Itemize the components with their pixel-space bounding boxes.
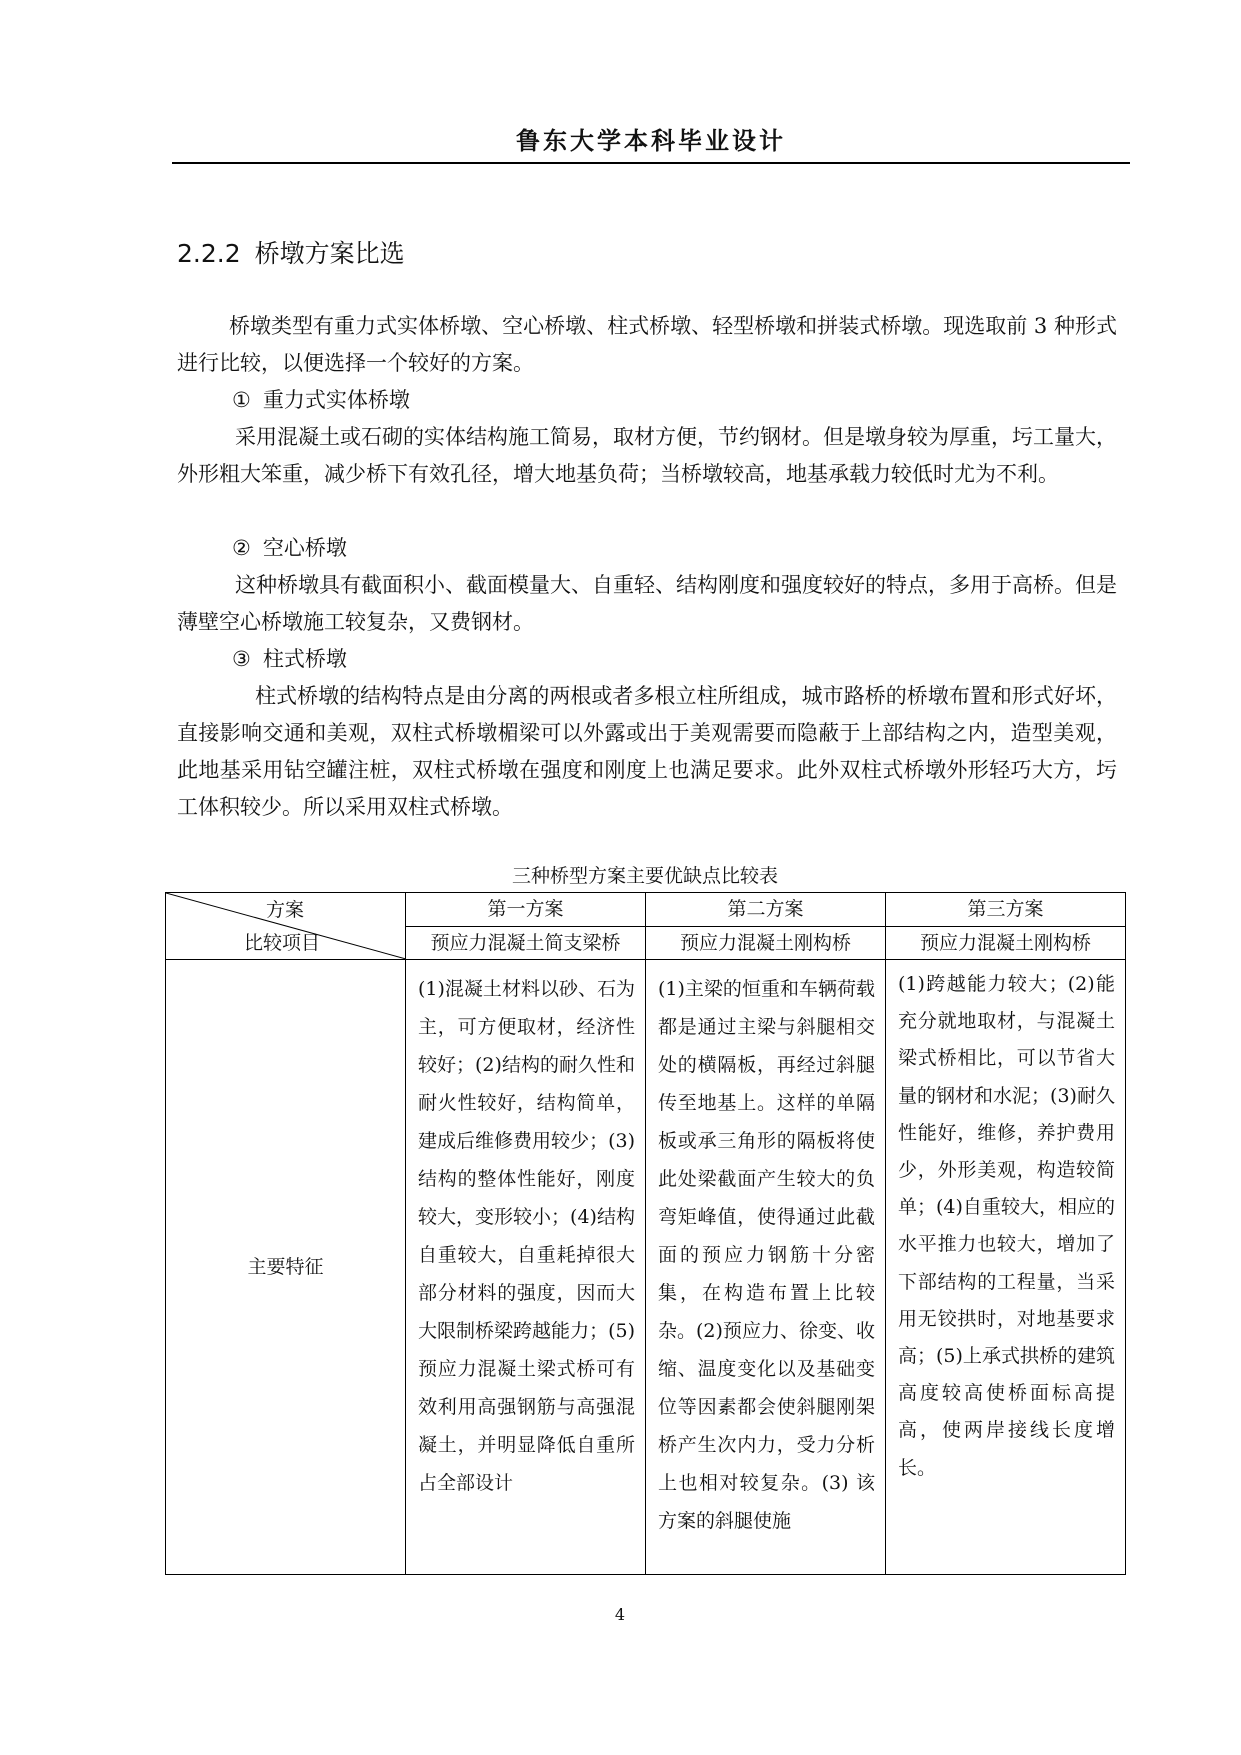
item-heading-column <box>232 641 347 678</box>
section-title: 桥墩方案比选 <box>254 239 405 268</box>
section-number: 2.2.2 <box>177 239 241 268</box>
item-paragraph-hollow: 这种桥墩具有截面积小、截面模量大、自重轻、结构刚度和强度较好的特点，多用于高桥。但是薄壁空心桥墩施工较复杂，又费钢材。 <box>177 573 1117 634</box>
header-rule <box>172 162 1130 164</box>
column-type-scheme-3: 预应力混凝土刚构桥 <box>886 926 1126 960</box>
item-paragraph-gravity: 采用混凝土或石砌的实体结构施工简易，取材方便，节约钢材。但是墩身较为厚重，圬工量大，外形粗大笨重，减少桥下有效孔径，增大地基负荷；当桥墩较高，地基承载力较低时尤为不利。 <box>177 425 1117 486</box>
features-scheme-1 <box>406 960 646 1575</box>
item-heading-hollow <box>232 530 347 567</box>
table-row <box>166 960 1126 1575</box>
item-paragraph-column: 柱式桥墩的结构特点是由分离的两根或者多根立柱所组成，城市路桥的桥墩布置和形式好坏，直接影响交通和美观，双柱式桥墩楣梁可以外露或出于美观需要而隐蔽于上部结构之内，造型美观，此地基采用钻空罐注桩，双柱式桥墩在强度和刚度上也满足要求。此外双柱式桥墩外形轻巧大方，圬工体积较少。所以采用双柱式桥墩。 <box>177 684 1117 819</box>
comparison-table <box>165 892 1126 1575</box>
features-scheme-2 <box>646 960 886 1575</box>
item-marker: ① <box>232 388 251 412</box>
corner-label-item: 比较项目 <box>244 932 321 954</box>
item-title: 空心桥墩 <box>262 536 347 560</box>
item-title: 重力式实体桥墩 <box>262 388 410 412</box>
row-label-main-features: 主要特征 <box>166 960 406 1575</box>
item-marker: ③ <box>232 647 251 671</box>
intro-paragraph: 桥墩类型有重力式实体桥墩、空心桥墩、柱式桥墩、轻型桥墩和拼装式桥墩。现选取前 3 种形式进行比较，以便选择一个较好的方案。 <box>177 314 1117 375</box>
features-text: (1)混凝土材料以砂、石为主，可方便取材，经济性较好；(2)结构的耐久性和耐火性较好，结构简单，建成后维修费用较少；(3)结构的整体性能好，刚度较大，变形较小；(4)结构自重较大，自重耗掉很大部分材料的强度，因而大大限制桥梁跨越能力；(5)预应力混凝土梁式桥可有效利用高强钢筋与高强混凝土，并明显降低自重所占全部设计 <box>418 978 635 1494</box>
header-title: 鲁东大学本科毕业设计 <box>516 127 786 155</box>
table-corner-cell <box>166 893 406 960</box>
table-header-row <box>166 893 1126 927</box>
features-text: (1)跨越能力较大；(2)能充分就地取材，与混凝土梁式桥相比，可以节省大量的钢材和水泥；(3)耐久性能好，维修，养护费用少，外形美观，构造较简单；(4)自重较大，相应的水平推力也较大，增加了下部结构的工程量，当采用无铰拱时，对地基要求高；(5)上承式拱桥的建筑高度较高使桥面标高提高，使两岸接线长度增长。 <box>898 973 1115 1479</box>
column-header-scheme-1: 第一方案 <box>406 893 646 927</box>
section-heading <box>177 236 405 272</box>
item-heading-gravity <box>232 382 410 419</box>
column-type-scheme-2: 预应力混凝土刚构桥 <box>646 926 886 960</box>
column-header-scheme-2: 第二方案 <box>646 893 886 927</box>
page-number: 4 <box>614 1605 626 1624</box>
column-type-scheme-1: 预应力混凝土简支梁桥 <box>406 926 646 960</box>
corner-label-scheme: 方案 <box>266 899 305 921</box>
item-marker: ② <box>232 536 251 560</box>
column-header-scheme-3: 第三方案 <box>886 893 1126 927</box>
features-scheme-3 <box>886 960 1126 1575</box>
table-caption: 三种桥型方案主要优缺点比较表 <box>511 865 778 887</box>
features-text: (1)主梁的恒重和车辆荷载都是通过主梁与斜腿相交处的横隔板，再经过斜腿传至地基上。这样的单隔板或承三角形的隔板将使此处梁截面产生较大的负弯矩峰值，使得通过此截面的预应力钢筋十分密集，在构造布置上比较杂。(2)预应力、徐变、收缩、温度变化以及基础变位等因素都会使斜腿刚架桥产生次内力，受力分析上也相对较复杂。(3) 该方案的斜腿使施 <box>658 978 875 1532</box>
item-title: 柱式桥墩 <box>262 647 347 671</box>
